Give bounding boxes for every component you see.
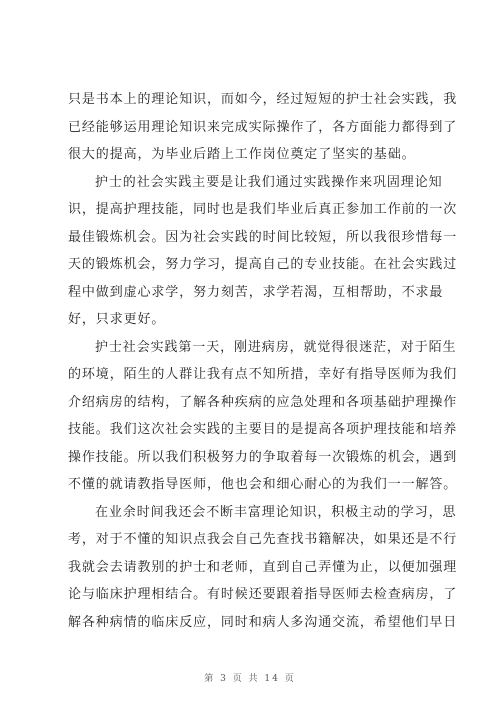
text-line: 的环境，陌生的人群让我有点不知所措，幸好有指导医师为我们 <box>68 367 458 382</box>
text-line: 识，提高护理技能，同时也是我们毕业后真正参加工作前的一次 <box>68 202 458 217</box>
text-line: 最佳锻炼机会。因为社会实践的时间比较短，所以我很珍惜每一 <box>68 229 458 245</box>
text-line: 已经能够运用理论知识来完成实际操作了，各方面能力都得到了 <box>68 119 458 135</box>
text-line: 护士的社会实践主要是让我们通过实践操作来巩固理论知 <box>95 174 443 190</box>
text-line: 天的锻炼机会，努力学习，提高自己的专业技能。在社会实践过 <box>68 257 458 272</box>
text-line: 技能。我们这次社会实践的主要目的是提高各项护理技能和培养 <box>68 422 458 437</box>
text-line: 我就会去请教别的护士和老师，直到自己弄懂为止，以便加强理 <box>68 559 458 575</box>
page-number-footer: 第 3 页 共 14 页 <box>204 674 296 684</box>
text-line: 介绍病房的结构，了解各种疾病的应急处理和各项基础护理操作 <box>68 394 458 410</box>
text-line: 很大的提高，为毕业后踏上工作岗位奠定了坚实的基础。 <box>68 147 416 162</box>
body-text <box>68 86 458 636</box>
text-line: 只是书本上的理论知识，而如今，经过短短的护士社会实践，我 <box>68 92 458 107</box>
text-line: 操作技能。所以我们积极努力的争取着每一次锻炼的机会，遇到 <box>68 449 458 465</box>
text-line: 论与临床护理相结合。有时候还要跟着指导医师去检查病房，了 <box>68 587 458 602</box>
text-line: 解各种病情的临床反应，同时和病人多沟通交流，希望他们早日 <box>68 614 458 630</box>
text-line: 在业余时间我还会不断丰富理论知识，积极主动的学习，思 <box>95 504 457 520</box>
text-line: 程中做到虚心求学，努力刻苦，求学若渴，互相帮助，不求最 <box>68 284 444 300</box>
text-line: 不懂的就请教指导医师，他也会和细心耐心的为我们一一解答。 <box>68 477 458 492</box>
text-line: 好，只求更好。 <box>68 312 166 327</box>
paragraph-2 <box>68 169 458 334</box>
text-line: 护士社会实践第一天，刚进病房，就觉得很迷茫，对于陌生 <box>95 339 457 355</box>
text-line: 考，对于不懂的知识点我会自己先查找书籍解决，如果还是不行 <box>68 532 458 547</box>
paragraph-1 <box>68 86 458 169</box>
paragraph-4 <box>68 499 458 637</box>
paragraph-3 <box>68 334 458 499</box>
